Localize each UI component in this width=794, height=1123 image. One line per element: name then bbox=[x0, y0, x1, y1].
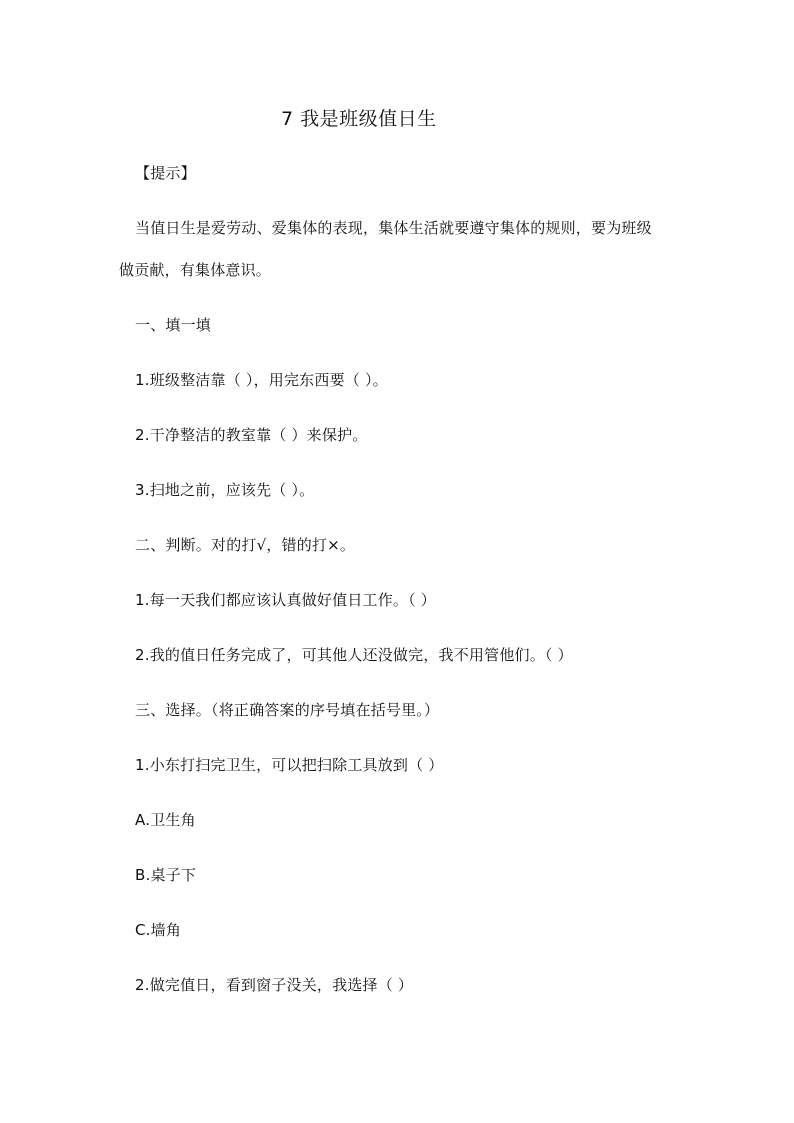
choice-option-a: A.卫生角 bbox=[135, 811, 196, 829]
choice-option-b: B.桌子下 bbox=[135, 866, 197, 884]
choice-option-c: C.墙角 bbox=[135, 921, 182, 939]
hint-label: 【提示】 bbox=[135, 164, 196, 182]
choice-question-1: 1.小东打扫完卫生，可以把扫除工具放到（ ） bbox=[135, 756, 444, 774]
intro-line-1: 当值日生是爱劳动、爱集体的表现，集体生活就要遵守集体的规则，要为班级 bbox=[135, 219, 652, 237]
fill-question-1: 1.班级整洁靠（ ），用完东西要（ ）。 bbox=[135, 371, 388, 389]
section-2-heading: 二、判断。对的打√，错的打×。 bbox=[135, 536, 356, 554]
section-3-heading: 三、选择。（将正确答案的序号填在括号里。） bbox=[135, 701, 440, 719]
judge-question-2: 2.我的值日任务完成了，可其他人还没做完，我不用管他们。（ ） bbox=[135, 646, 573, 664]
page-title: 7 我是班级值日生 bbox=[281, 108, 437, 130]
section-1-heading: 一、填一填 bbox=[135, 316, 212, 334]
intro-line-2: 做贡献，有集体意识。 bbox=[119, 261, 272, 279]
fill-question-2: 2.干净整洁的教室靠（ ）来保护。 bbox=[135, 426, 368, 444]
fill-question-3: 3.扫地之前，应该先（ ）。 bbox=[135, 481, 315, 499]
choice-question-2: 2.做完值日，看到窗子没关，我选择（ ） bbox=[135, 976, 414, 994]
judge-question-1: 1.每一天我们都应该认真做好值日工作。（ ） bbox=[135, 591, 436, 609]
